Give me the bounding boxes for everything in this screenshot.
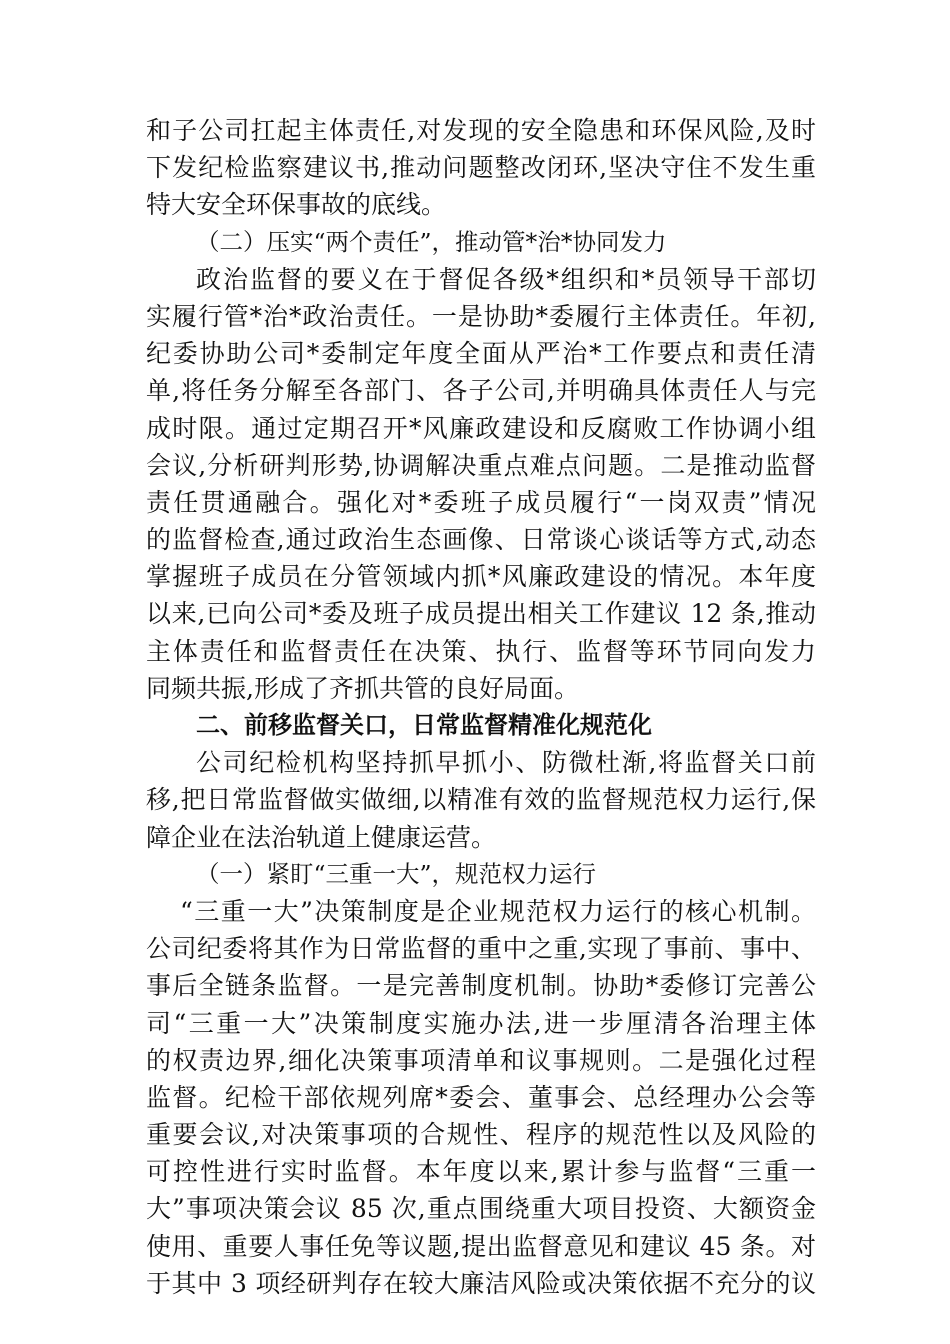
paragraph-line: 的权责边界,细化决策事项清单和议事规则。二是强化过程: [146, 1045, 816, 1075]
paragraph-line: 单,将任务分解至各部门、各子公司,并明确具体责任人与完: [146, 376, 816, 406]
paragraph-line: 掌握班子成员在分管领域内抓*风廉政建设的情况。本年度: [146, 562, 816, 592]
paragraph-line: 使用、重要人事任免等议题,提出监督意见和建议 45 条。对: [146, 1231, 816, 1261]
paragraph-line: 成时限。通过定期召开*风廉政建设和反腐败工作协调小组: [146, 413, 816, 443]
paragraph-line: 监督。纪检干部依规列席*委会、董事会、总经理办公会等: [146, 1082, 816, 1112]
paragraph-line: 实履行管*治*政治责任。一是协助*委履行主体责任。年初,: [146, 301, 816, 331]
section-heading: 二、前移监督关口，日常监督精准化规范化: [196, 711, 652, 739]
section-subheading: （二）压实“两个责任”，推动管*治*协同发力: [196, 227, 667, 256]
paragraph-line: 政治监督的要义在于督促各级*组织和*员领导干部切: [196, 264, 816, 294]
paragraph-line: 事后全链条监督。一是完善制度机制。协助*委修订完善公: [146, 971, 816, 1001]
paragraph-line: 司“三重一大”决策制度实施办法,进一步厘清各治理主体: [146, 1008, 816, 1038]
paragraph-line: 同频共振,形成了齐抓共管的良好局面。: [146, 673, 579, 703]
paragraph-line: 下发纪检监察建议书,推动问题整改闭环,坚决守住不发生重: [146, 153, 816, 183]
paragraph-line: 可控性进行实时监督。本年度以来,累计参与监督“三重一: [146, 1157, 816, 1187]
paragraph-line: 公司纪检机构坚持抓早抓小、防微杜渐,将监督关口前: [196, 748, 816, 778]
paragraph-line: 特大安全环保事故的底线。: [146, 190, 447, 220]
paragraph-line: 大”事项决策会议 85 次,重点围绕重大项目投资、大额资金: [146, 1194, 816, 1224]
paragraph-line: 公司纪委将其作为日常监督的重中之重,实现了事前、事中、: [146, 934, 816, 964]
paragraph-line: 纪委协助公司*委制定年度全面从严治*工作要点和责任清: [146, 339, 816, 369]
paragraph-line: 移,把日常监督做实做细,以精准有效的监督规范权力运行,保: [146, 785, 816, 815]
paragraph-line: 的监督检查,通过政治生态画像、日常谈心谈话等方式,动态: [146, 525, 816, 555]
paragraph-line: 会议,分析研判形势,协调解决重点难点问题。二是推动监督: [146, 450, 816, 480]
paragraph-line: “三重一大”决策制度是企业规范权力运行的核心机制。: [180, 896, 816, 926]
section-subheading: （一）紧盯“三重一大”，规范权力运行: [196, 859, 597, 888]
paragraph-line: 于其中 3 项经研判存在较大廉洁风险或决策依据不充分的议: [146, 1268, 816, 1298]
paragraph-line: 以来,已向公司*委及班子成员提出相关工作建议 12 条,推动: [146, 599, 816, 629]
paragraph-line: 责任贯通融合。强化对*委班子成员履行“一岗双责”情况: [146, 487, 816, 517]
paragraph-line: 和子公司扛起主体责任,对发现的安全隐患和环保风险,及时: [146, 116, 816, 145]
paragraph-line: 主体责任和监督责任在决策、执行、监督等环节同向发力: [146, 636, 816, 666]
paragraph-line: 障企业在法治轨道上健康运营。: [146, 822, 497, 852]
document-body: [146, 112, 816, 1302]
paragraph-line: 重要会议,对决策事项的合规性、程序的规范性以及风险的: [146, 1120, 816, 1150]
